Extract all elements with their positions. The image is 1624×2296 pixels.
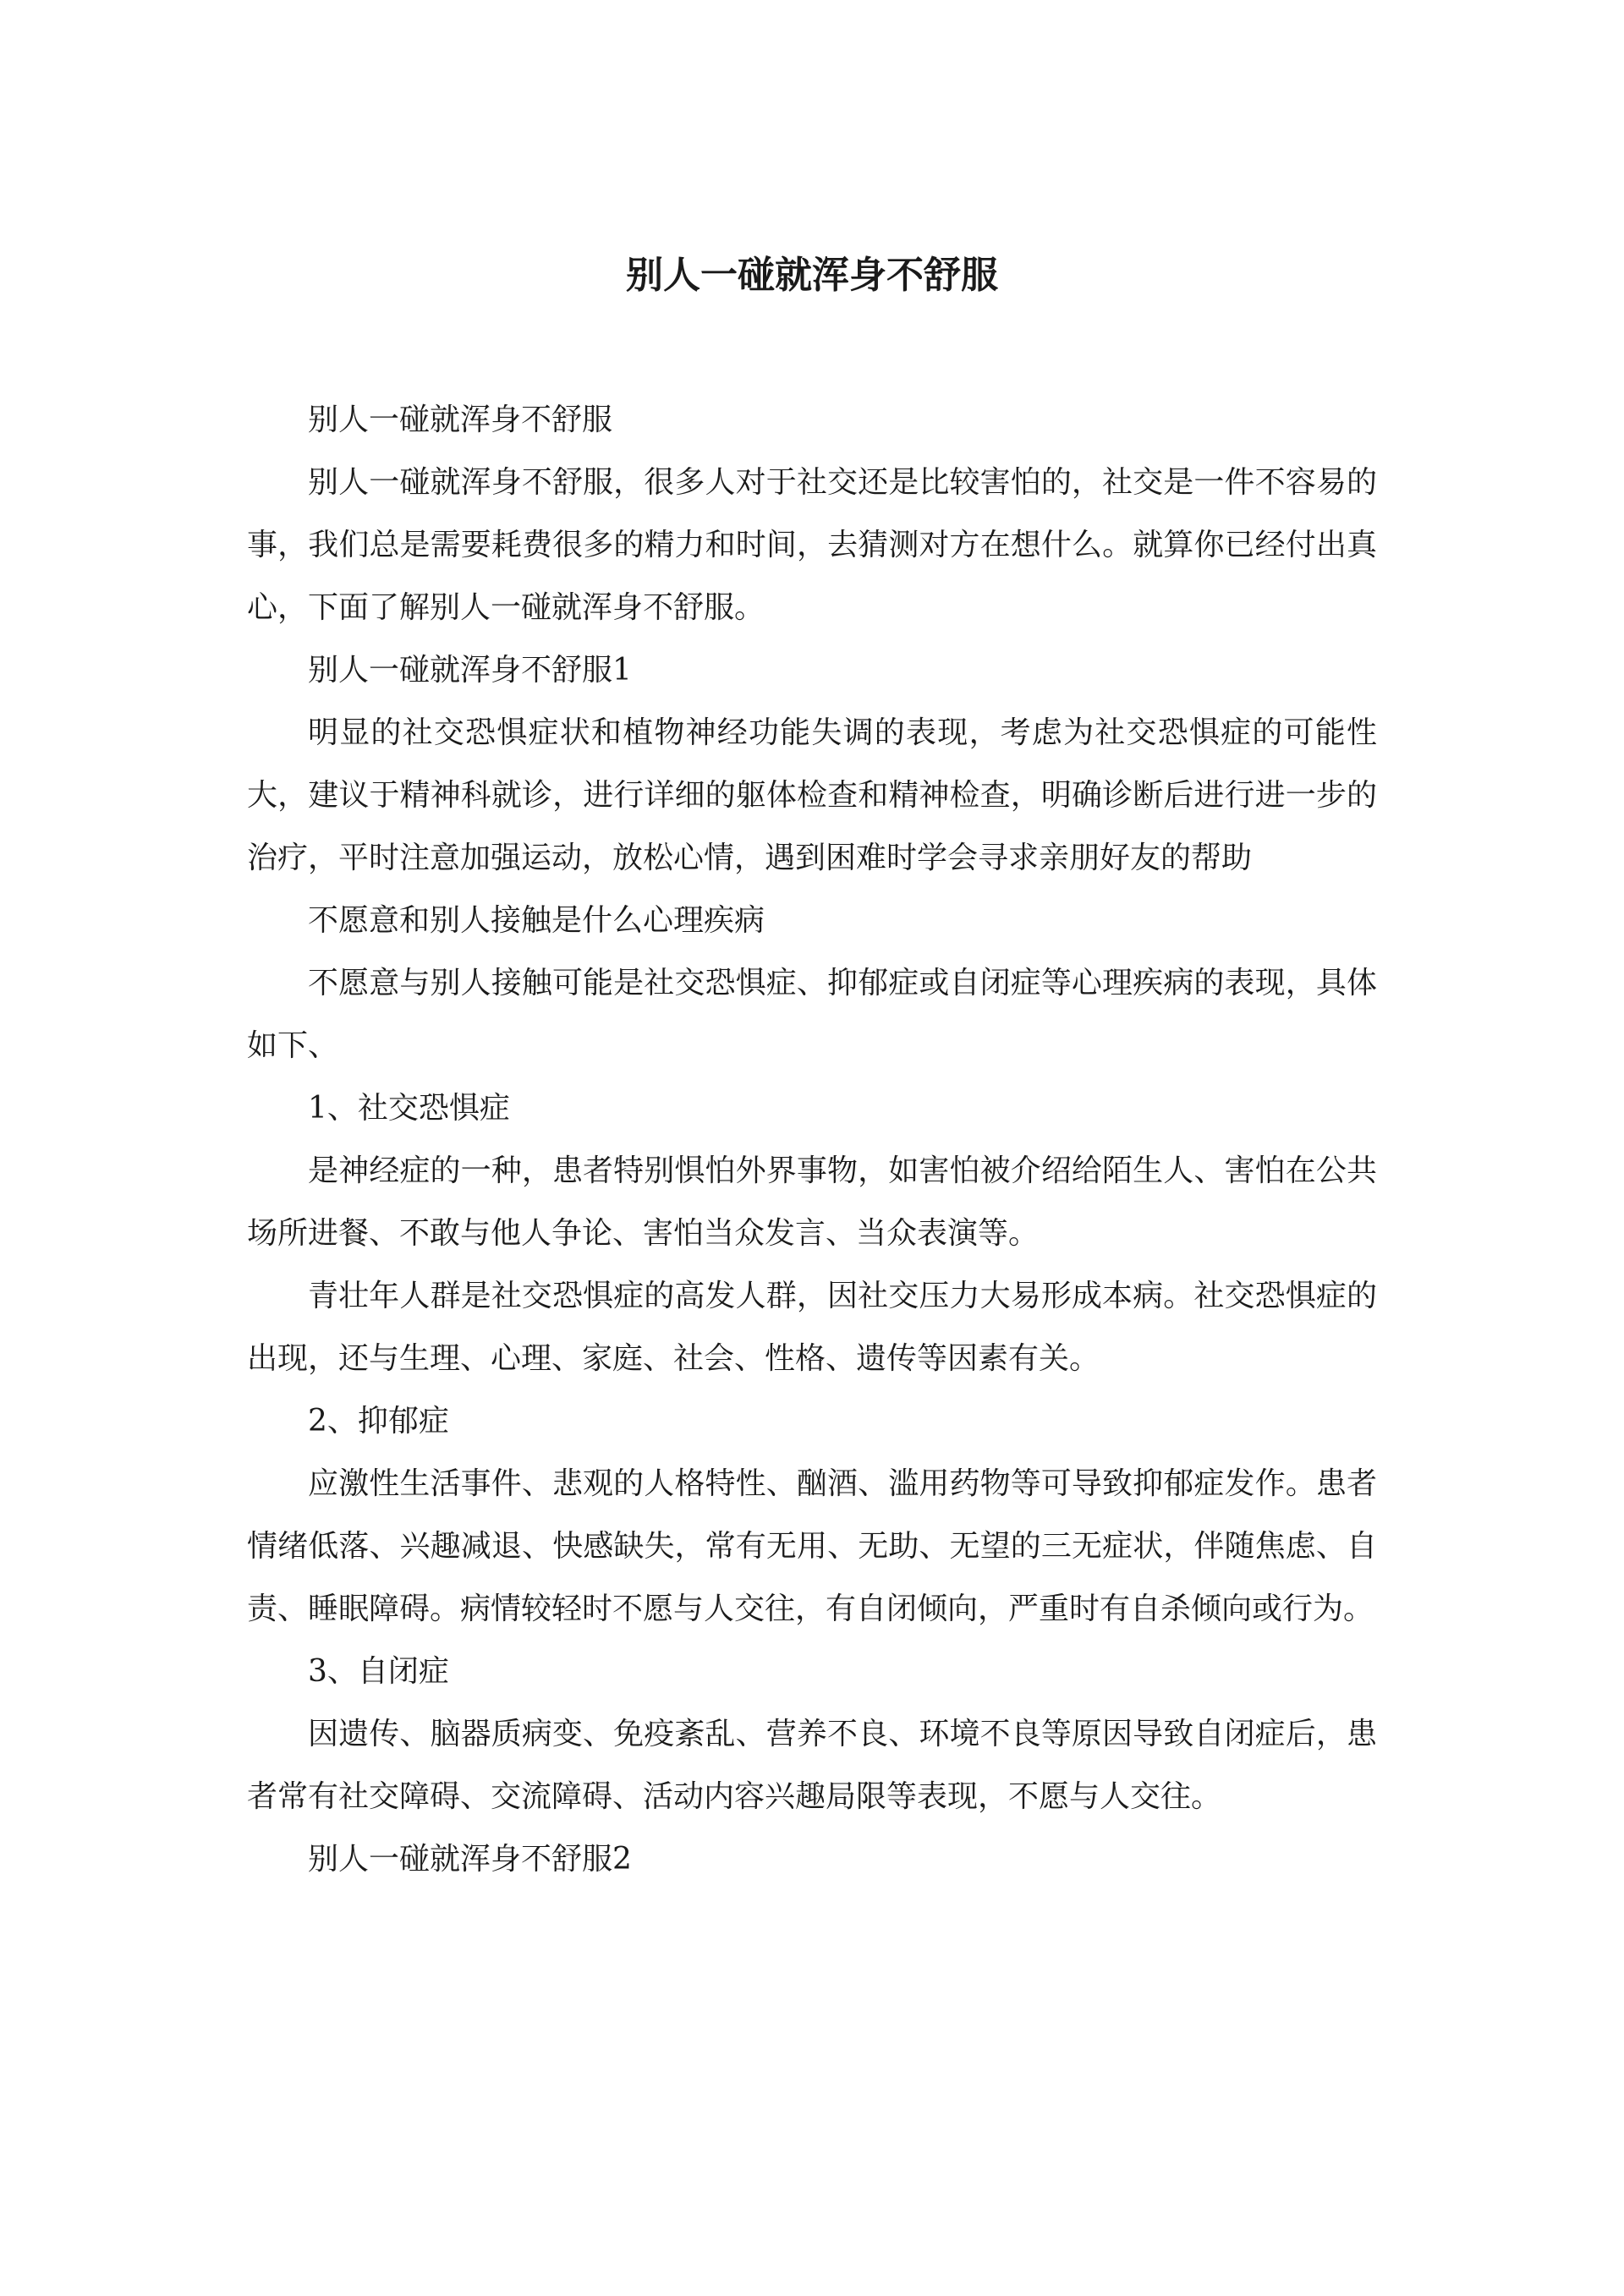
paragraph: 不愿意与别人接触可能是社交恐惧症、抑郁症或自闭症等心理疾病的表现，具体如下、 [247, 966, 1377, 1063]
paragraph: 明显的社交恐惧症状和植物神经功能失调的表现，考虑为社交恐惧症的可能性大，建议于精神科就诊，进行详细的躯体检查和精神检查，明确诊断后进行进一步的治疗，平时注意加强运动，放松心情，遇到困难时学会寻求亲朋好友的帮助 [247, 715, 1377, 875]
paragraph: 2、抑郁症 [308, 1404, 449, 1438]
paragraph: 3、自闭症 [308, 1654, 449, 1689]
paragraph: 别人一碰就浑身不舒服2 [308, 1842, 632, 1877]
paragraph: 1、社交恐惧症 [308, 1091, 510, 1126]
paragraph: 是神经症的一种，患者特别惧怕外界事物，如害怕被介绍给陌生人、害怕在公共场所进餐、不敢与他人争论、害怕当众发言、当众表演等。 [247, 1153, 1377, 1251]
paragraph: 青壮年人群是社交恐惧症的高发人群，因社交压力大易形成本病。社交恐惧症的出现，还与生理、心理、家庭、社会、性格、遗传等因素有关。 [247, 1279, 1377, 1376]
paragraph: 不愿意和别人接触是什么心理疾病 [308, 903, 765, 938]
paragraph: 别人一碰就浑身不舒服 [308, 403, 613, 437]
paragraph: 应激性生活事件、悲观的人格特性、酗酒、滥用药物等可导致抑郁症发作。患者情绪低落、兴趣减退、快感缺失，常有无用、无助、无望的三无症状，伴随焦虑、自责、睡眠障碍。病情较轻时不愿与人交往，有自闭倾向，严重时有自杀倾向或行为。 [247, 1466, 1377, 1626]
paragraph: 别人一碰就浑身不舒服1 [308, 653, 632, 688]
document-title: 别人一碰就浑身不舒服 [626, 254, 998, 297]
paragraph: 因遗传、脑器质病变、免疫紊乱、营养不良、环境不良等原因导致自闭症后，患者常有社交障碍、交流障碍、活动内容兴趣局限等表现，不愿与人交往。 [247, 1717, 1377, 1814]
paragraph: 别人一碰就浑身不舒服，很多人对于社交还是比较害怕的，社交是一件不容易的事，我们总是需要耗费很多的精力和时间，去猜测对方在想什么。就算你已经付出真心，下面了解别人一碰就浑身不舒服。 [247, 465, 1377, 625]
document-body [247, 389, 1377, 1891]
